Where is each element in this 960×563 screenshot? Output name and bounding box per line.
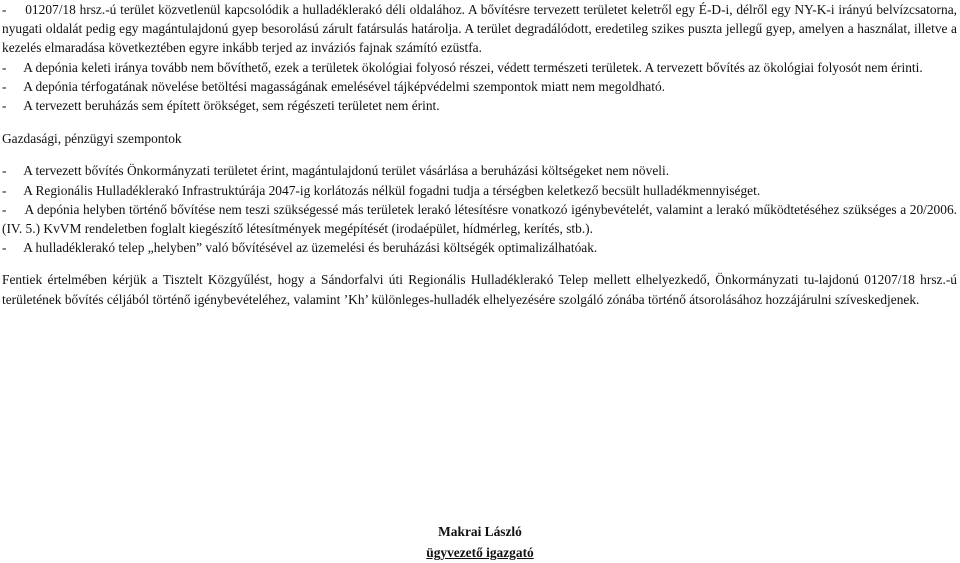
section-bullet-infrastructure: - A Regionális Hulladéklerakó Infrastruktúrája 2047-ig korlátozás nélkül fogadni tudja a térségben keletkező becsült hulladékmennyiséget. — [2, 182, 761, 198]
intro-bullet-heritage: - A tervezett beruházás sem épített örökséget, sem régészeti területet nem érint. — [2, 98, 440, 114]
closing-paragraph: Fentiek értelmében kérjük a Tisztelt Közgyűlést, hogy a Sándorfalvi úti Regionális Hulladéklerakó Telep mellett elhelyezkedő, Önkormányzati tu-lajdonú 01207/18 hrsz.-ú területének bővítés céljából történő igénybevételéhez, valamint ’Kh’ különleges-hulladék elhelyezésére szolgáló zónába történő átsorolásához hozzájárulni szíveskedjenek. — [2, 272, 957, 307]
section-bullet-land-purchase: - A tervezett bővítés Önkormányzati területet érint, magántulajdonú terület vásárlása a beruházási költségeket nem növeli. — [2, 163, 670, 179]
intro-bullet-volume: - A depónia térfogatának növelése betöltési magasságának emelésével tájképvédelmi szempontok miatt nem megoldható. — [2, 78, 665, 94]
section-bullet-expansion: - A depónia helyben történő bővítése nem teszi szükségessé más területek lerakó létesítésre vonatkozó igénybevételét, valamint a lerakó működtetéséhez szükséges a 20/2006. (IV. 5.) KvVM rendeletben foglalt kiegészítő létesítmények megépítését (irodaépület, hídmérleg, kerítés, stb.). — [2, 201, 957, 237]
signature-block — [0, 521, 960, 563]
spacer — [2, 257, 957, 270]
signature-title: ügyvezető igazgató — [426, 545, 534, 560]
signature-name: Makrai László — [438, 524, 522, 539]
intro-bullet-ecological-corridor: - A depónia keleti iránya tovább nem bővíthető, ezek a területek ökológiai folyosó részei, védett természeti területek. A tervezett bővítés az ökológiai folyosót nem érinti. — [2, 59, 923, 75]
section-bullet-cost-optimization: - A hulladéklerakó telep „helyben” való bővítésével az üzemelési és beruházási költségék optimalizálhatóak. — [2, 240, 598, 256]
section-heading: Gazdasági, pénzügyi szempontok — [2, 131, 182, 147]
intro-paragraph: - 01207/18 hrsz.-ú terület közvetlenül kapcsolódik a hulladéklerakó déli oldalához. A bővítésre tervezett területet keletről egy É-D-i, délről egy NY-K-i irányú belvízcsatorna, nyugati oldalát pedig egy magántulajdonú gyep besorolású zárult fatársulás határolja. A terület degradálódott, eredetileg szikes puszta jellegű gyep, amelyen a használat, illetve a kezelés elmaradása következtében egyre inkább terjed az inváziós fajnak számító ezüstfa. — [2, 2, 957, 56]
